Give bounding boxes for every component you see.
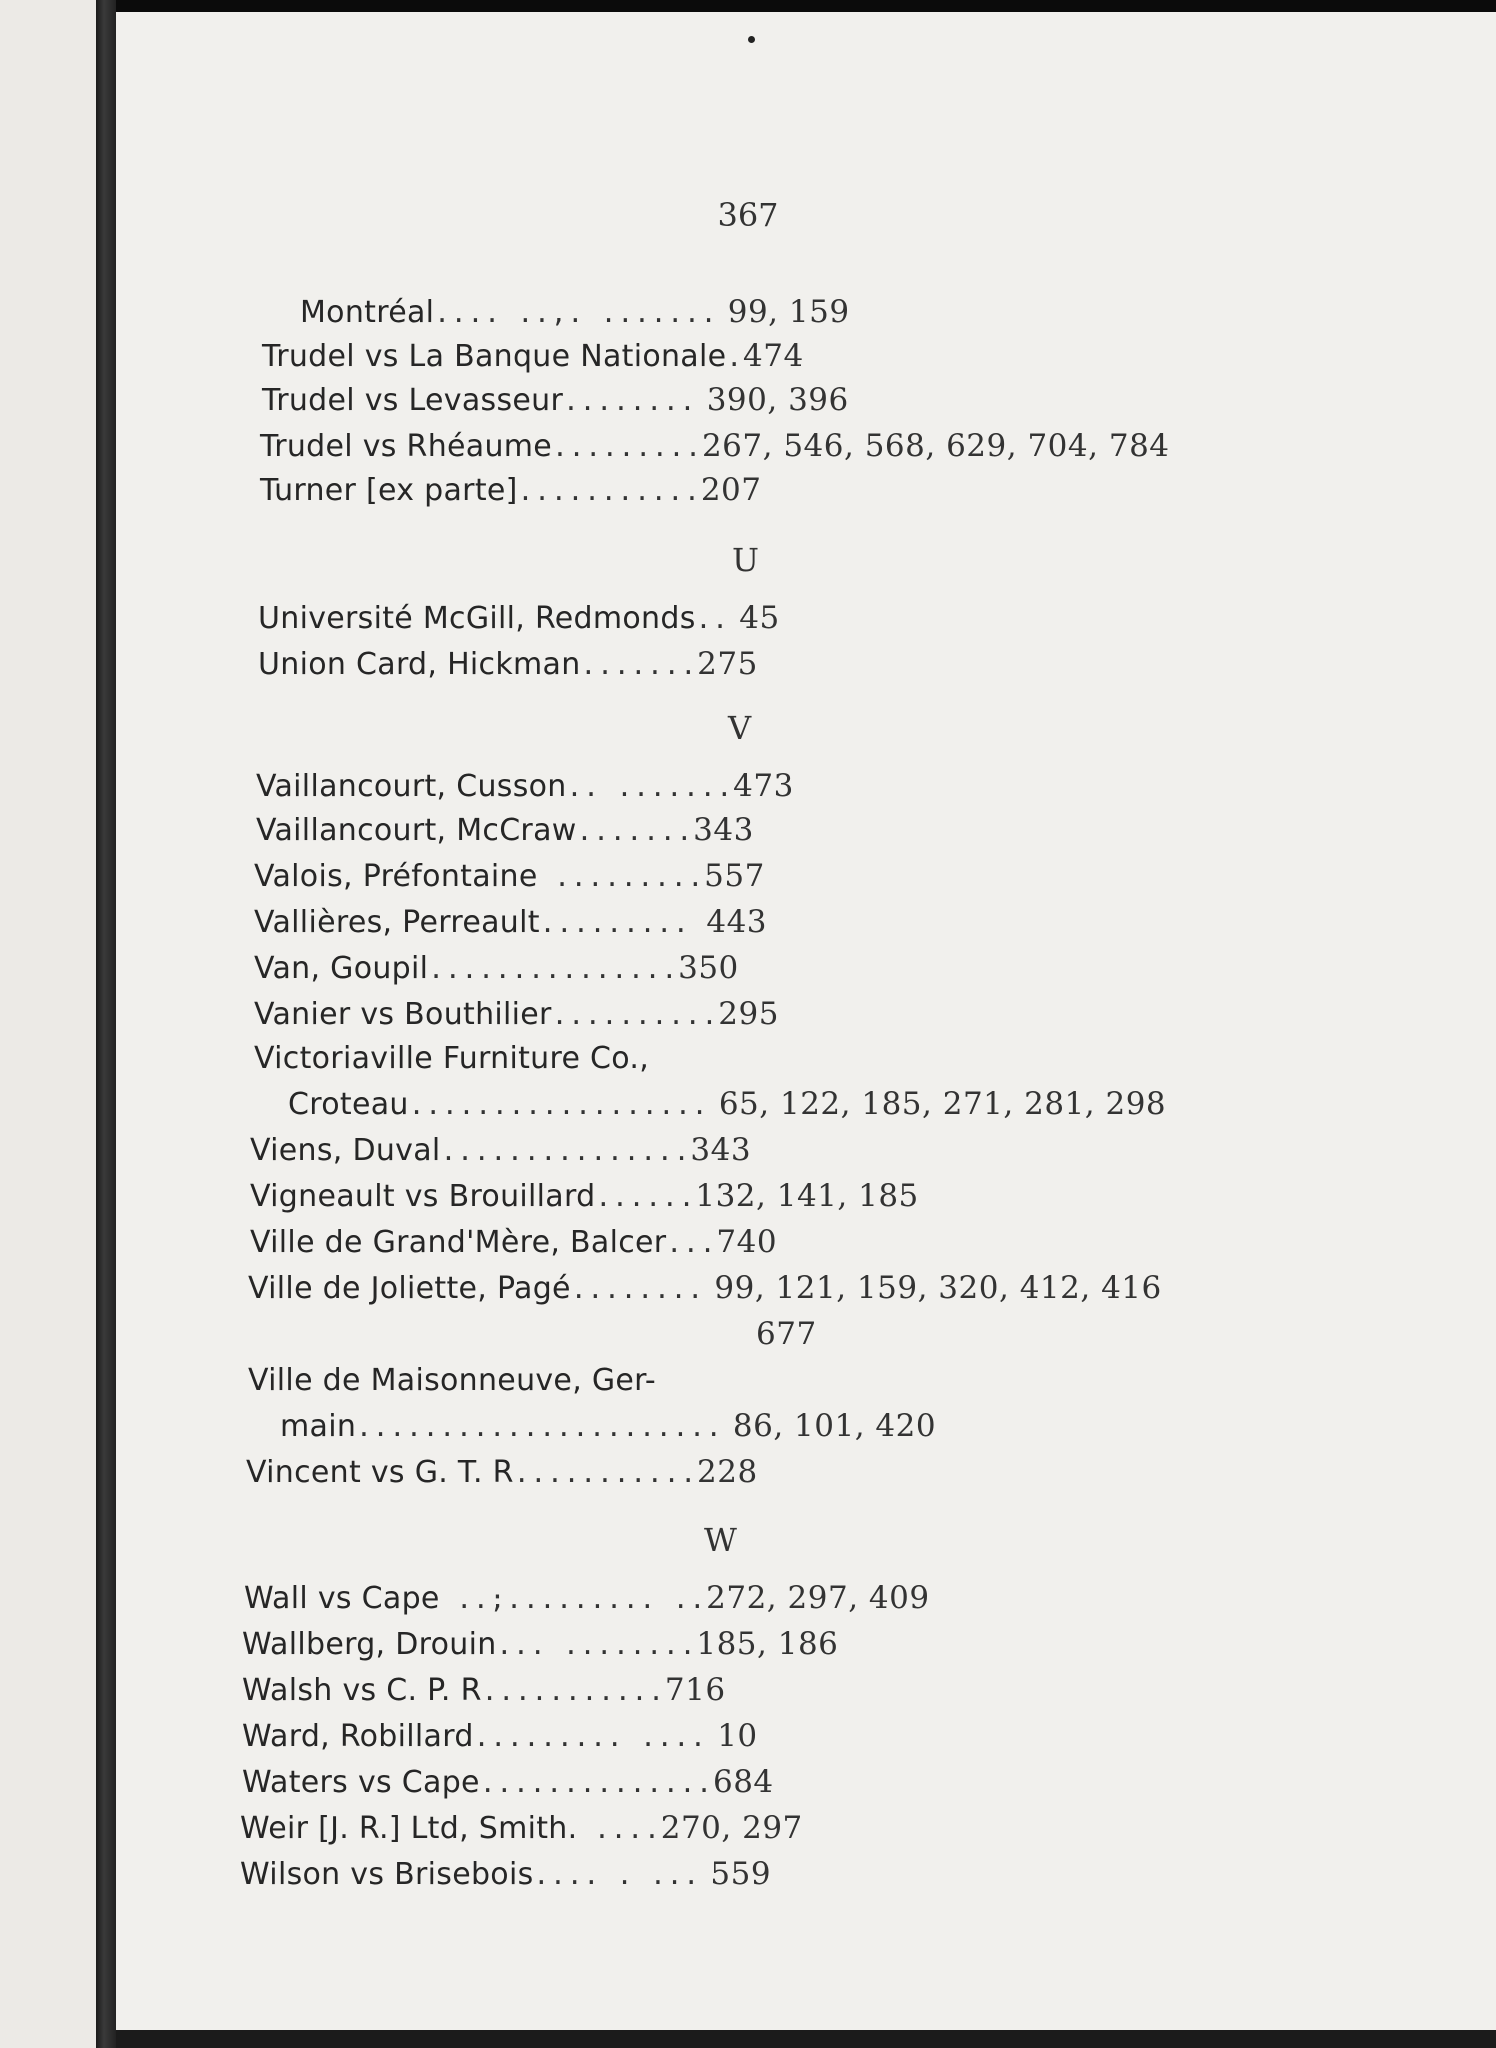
entry-name: Vaillancourt, Cusson bbox=[256, 769, 567, 804]
entry-pages: 677 bbox=[756, 1316, 817, 1352]
leader-dots: .............. bbox=[479, 1769, 713, 1799]
entry-name: Wall vs Cape bbox=[244, 1581, 440, 1616]
entry-pages: 185, 186 bbox=[696, 1626, 839, 1662]
index-entry bbox=[250, 1174, 919, 1218]
entry-name: main bbox=[280, 1409, 357, 1444]
index-entry bbox=[254, 900, 767, 944]
leader-dots: ......... bbox=[539, 909, 707, 939]
leader-dots: . bbox=[726, 343, 744, 373]
leader-dots: ....... bbox=[576, 817, 694, 847]
leader-dots: .......... bbox=[551, 1001, 719, 1031]
index-entry bbox=[244, 1576, 930, 1620]
index-entry bbox=[242, 1622, 838, 1666]
entry-pages: 350 bbox=[678, 950, 739, 986]
leader-dots: ............... bbox=[428, 955, 679, 985]
index-entry bbox=[254, 946, 739, 990]
entry-name: Ville de Joliette, Pagé bbox=[248, 1271, 571, 1306]
index-entry bbox=[280, 1404, 936, 1448]
entry-pages: 228 bbox=[697, 1454, 758, 1490]
entry-name: Van, Goupil bbox=[254, 951, 429, 986]
entry-pages: 343 bbox=[693, 812, 754, 848]
entry-name: Vaillancourt, McCraw bbox=[256, 813, 577, 848]
index-entry bbox=[242, 1668, 726, 1712]
entry-pages: 684 bbox=[712, 1764, 774, 1800]
entry-name: Vanier vs Bouthilier bbox=[254, 997, 552, 1032]
entry-name: Montréal bbox=[300, 295, 435, 330]
entry-name: Union Card, Hickman bbox=[258, 647, 581, 682]
entry-pages: 390, 396 bbox=[696, 382, 849, 418]
index-entry bbox=[254, 854, 765, 898]
entry-pages: 10 bbox=[706, 1718, 758, 1754]
leader-dots: .................. bbox=[408, 1091, 709, 1121]
leader-dots: ............... bbox=[440, 1137, 691, 1167]
leader-dots: ... bbox=[666, 1229, 717, 1259]
index-entry bbox=[242, 1760, 774, 1804]
leader-dots: ......... bbox=[552, 433, 702, 463]
index-entry bbox=[256, 764, 794, 808]
leader-dots: .... bbox=[577, 1815, 661, 1845]
leader-dots: .. bbox=[695, 605, 729, 635]
entry-pages: 207 bbox=[700, 472, 762, 508]
entry-name: Victoriaville Furniture Co., bbox=[254, 1041, 650, 1076]
entry-pages: 740 bbox=[716, 1224, 778, 1260]
entry-name: Vigneault vs Brouillard bbox=[250, 1179, 596, 1214]
index-entry bbox=[248, 1358, 656, 1402]
entry-pages: 443 bbox=[706, 904, 768, 940]
entry-pages: 86, 101, 420 bbox=[722, 1408, 937, 1444]
entry-pages: 65, 122, 185, 271, 281, 298 bbox=[708, 1086, 1167, 1122]
entry-pages: 99, 121, 159, 320, 412, 416 bbox=[704, 1270, 1162, 1306]
index-entry bbox=[300, 290, 850, 334]
index-entry bbox=[288, 1082, 1166, 1126]
entry-pages: 132, 141, 185 bbox=[695, 1178, 919, 1214]
entry-name: Wallberg, Drouin bbox=[242, 1627, 497, 1662]
leader-dots: ........ bbox=[563, 387, 697, 417]
entry-pages: 45 bbox=[728, 600, 780, 636]
entry-pages: 474 bbox=[743, 338, 804, 374]
leader-dots: ......... .... bbox=[473, 1723, 707, 1753]
entry-name: Ville de Maisonneuve, Ger- bbox=[248, 1363, 657, 1398]
section-letter: W bbox=[704, 1521, 737, 1559]
entry-pages: 275 bbox=[697, 646, 758, 682]
index-entry bbox=[258, 596, 780, 640]
entry-name: Trudel vs Levasseur bbox=[262, 383, 564, 418]
section-letter: V bbox=[728, 709, 752, 747]
entry-name: Turner [ex parte] bbox=[260, 473, 518, 508]
index-entry bbox=[240, 1806, 803, 1850]
entry-name: Vincent vs G. T. R bbox=[246, 1455, 514, 1490]
index-entry bbox=[256, 808, 754, 852]
leader-dots: ....... bbox=[580, 651, 698, 681]
index-entry bbox=[248, 1266, 1162, 1310]
entry-pages: 267, 546, 568, 629, 704, 784 bbox=[701, 428, 1170, 464]
entry-pages: 716 bbox=[664, 1672, 726, 1708]
entry-name: Walsh vs C. P. R bbox=[242, 1673, 482, 1708]
index-entry bbox=[262, 378, 849, 422]
entry-name: Trudel vs Rhéaume bbox=[260, 429, 553, 464]
entry-name: Trudel vs La Banque Nationale bbox=[262, 339, 727, 374]
leader-dots: ...... bbox=[595, 1183, 696, 1213]
entry-pages: 473 bbox=[733, 768, 794, 804]
index-entry bbox=[254, 992, 779, 1036]
entry-pages: 295 bbox=[718, 996, 779, 1032]
index-entry bbox=[262, 334, 804, 378]
entry-pages: 99, 159 bbox=[717, 294, 850, 330]
index-entry bbox=[250, 1220, 777, 1264]
index-entry bbox=[260, 468, 762, 512]
leader-dots: ..;......... .. bbox=[439, 1585, 707, 1615]
leader-dots: ........... bbox=[513, 1459, 697, 1489]
entry-name: Vallières, Perreault bbox=[254, 905, 540, 940]
entry-name: Ville de Grand'Mère, Balcer bbox=[250, 1225, 667, 1260]
index-entry bbox=[260, 424, 1170, 468]
index-entry bbox=[258, 642, 758, 686]
index-entry bbox=[242, 1714, 758, 1758]
leader-dots: .... ..,. ....... bbox=[434, 299, 718, 329]
entry-name: Waters vs Cape bbox=[242, 1765, 480, 1800]
entry-name: Croteau bbox=[288, 1087, 409, 1122]
entry-name: Viens, Duval bbox=[250, 1133, 441, 1168]
index-entry bbox=[254, 1036, 649, 1080]
entry-name: Wilson vs Brisebois bbox=[240, 1857, 534, 1892]
index-entry bbox=[240, 1852, 771, 1896]
index-entry bbox=[756, 1312, 817, 1356]
entry-pages: 557 bbox=[704, 858, 765, 894]
entry-name: Université McGill, Redmonds bbox=[258, 601, 696, 636]
entry-name: Ward, Robillard bbox=[242, 1719, 474, 1754]
entry-pages: 272, 297, 409 bbox=[706, 1580, 930, 1616]
leader-dots: ........... bbox=[481, 1677, 665, 1707]
leader-dots: .... . ... bbox=[533, 1861, 701, 1891]
leader-dots: .. ....... bbox=[566, 773, 734, 803]
leader-dots: ... ........ bbox=[496, 1631, 697, 1661]
entry-name: Valois, Préfontaine bbox=[254, 859, 538, 894]
leader-dots: ........ bbox=[570, 1275, 705, 1305]
leader-dots: ...................... bbox=[356, 1413, 723, 1443]
leader-dots: ........... bbox=[517, 477, 701, 507]
index-entry bbox=[246, 1450, 758, 1494]
entry-pages: 559 bbox=[700, 1856, 772, 1892]
page-number: 367 bbox=[717, 196, 779, 234]
entry-pages: 343 bbox=[690, 1132, 752, 1168]
leader-dots: ......... bbox=[537, 863, 705, 893]
section-letter: U bbox=[732, 541, 759, 579]
entry-pages: 270, 297 bbox=[660, 1810, 803, 1846]
index-entry bbox=[250, 1128, 751, 1172]
entry-name: Weir [J. R.] Ltd, Smith. bbox=[240, 1811, 578, 1846]
